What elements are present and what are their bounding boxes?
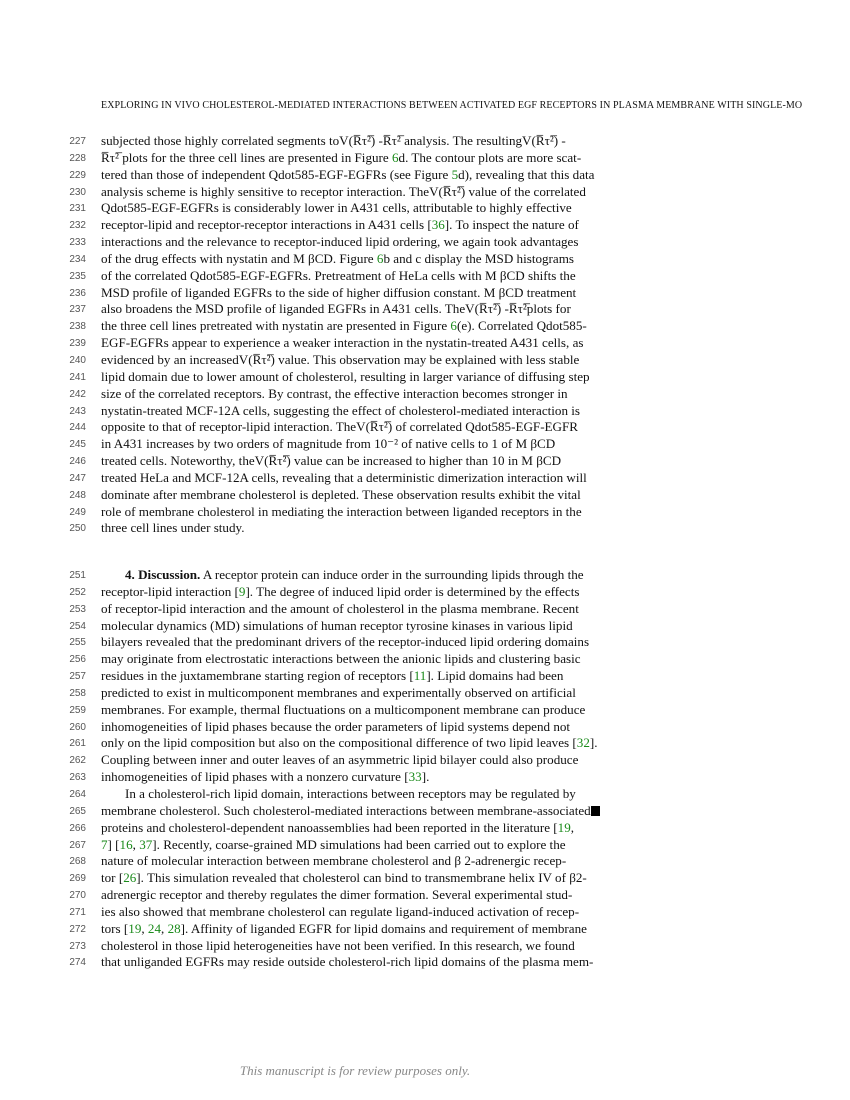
- text-line: [0, 601, 850, 618]
- line-number: 261: [69, 738, 86, 750]
- line-text: [101, 487, 613, 503]
- line-text: [101, 870, 613, 886]
- text-line: [0, 820, 850, 837]
- text-line: [0, 487, 850, 504]
- line-text: [101, 634, 613, 650]
- line-content: subjected those highly correlated segments toV(R̅τ²̅) -R̅τ²̅ analysis. The resultingV(R̅τ²̅) -: [101, 133, 566, 148]
- section-heading: 4. Discussion.: [125, 567, 201, 582]
- text-line: [0, 251, 850, 268]
- line-content: nature of molecular interaction between membrane cholesterol and β 2-adrenergic recep-: [101, 853, 567, 869]
- line-content: inhomogeneities of lipid phases with a nonzero curvature [33].: [101, 769, 430, 785]
- line-content: only on the lipid composition but also on the compositional difference of two lipid leaves [32].: [101, 735, 598, 751]
- line-text: [101, 584, 613, 600]
- line-text: [101, 954, 613, 970]
- line-text: [101, 904, 613, 920]
- results-paragraph: [0, 133, 850, 537]
- line-number: 232: [69, 220, 86, 232]
- line-text: [101, 386, 613, 402]
- text-line: [0, 634, 850, 651]
- line-content: In a cholesterol-rich lipid domain, interactions between receptors may be regulated by: [125, 785, 576, 801]
- line-content: of the correlated Qdot585-EGF-EGFRs. Pretreatment of HeLa cells with M βCD shifts the: [101, 267, 576, 283]
- line-number: 227: [69, 136, 86, 147]
- text-line: [0, 786, 850, 803]
- line-content: size of the correlated receptors. By contrast, the effective interaction becomes stronger in: [101, 385, 568, 401]
- line-content: may originate from electrostatic interactions between the anionic lipids and clustering basic: [101, 651, 581, 667]
- line-number: 260: [69, 721, 86, 733]
- line-number: 255: [69, 637, 86, 649]
- line-text: [101, 887, 613, 903]
- text-line: [0, 352, 850, 369]
- line-number: 230: [69, 186, 86, 198]
- line-number: 258: [69, 687, 86, 699]
- overflow-marker: [591, 806, 600, 816]
- text-line: [0, 403, 850, 420]
- line-number: 238: [69, 321, 86, 333]
- line-content: EGF-EGFRs appear to experience a weaker interaction in the nystatin-treated A431 cells, as: [101, 335, 584, 351]
- text-line: [0, 200, 850, 217]
- line-content: R̅τ²̅ plots for the three cell lines are presented in Figure 6d. The contour plots are more scat-: [101, 149, 582, 165]
- line-text: [101, 234, 613, 250]
- line-content: the three cell lines pretreated with nystatin are presented in Figure 6(e). Correlated Qdot585-: [101, 318, 587, 334]
- text-line: [0, 769, 850, 786]
- text-line: [0, 184, 850, 201]
- line-text: [101, 470, 613, 486]
- line-text: [101, 786, 613, 802]
- line-content: membranes. For example, thermal fluctuations on a multicomponent membrane can produce: [101, 701, 586, 717]
- line-number: 244: [69, 422, 86, 434]
- line-content: predicted to exist in multicomponent membranes and experimentally observed on artificial: [101, 684, 576, 700]
- line-text: [101, 200, 613, 216]
- heading-line-text: A receptor protein can induce order in the surrounding lipids through the: [200, 567, 584, 582]
- line-content: of the drug effects with nystatin and M βCD. Figure 6b and c display the MSD histograms: [101, 250, 575, 266]
- text-line: [0, 584, 850, 601]
- line-content: treated cells. Noteworthy, theV(R̅τ²̅) value can be increased to higher than 10 in M βCD: [101, 453, 562, 469]
- line-text: [101, 436, 613, 452]
- line-number: 231: [69, 203, 86, 215]
- line-content: membrane cholesterol. Such cholesterol-mediated interactions between membrane-associated: [101, 802, 591, 818]
- line-number: 236: [69, 287, 86, 299]
- line-text: [101, 685, 613, 701]
- line-content: molecular dynamics (MD) simulations of human receptor tyrosine kinases in various lipid: [101, 617, 573, 633]
- line-text: [101, 318, 613, 334]
- line-number: 267: [69, 839, 86, 851]
- text-line: [0, 870, 850, 887]
- text-line: [0, 752, 850, 769]
- line-number: 243: [69, 405, 86, 417]
- line-text: [101, 702, 613, 718]
- line-text: [101, 668, 613, 684]
- line-content: three cell lines under study.: [101, 520, 245, 536]
- line-text: [101, 184, 613, 200]
- line-text: [101, 567, 613, 583]
- line-number: 264: [69, 788, 86, 800]
- text-line: [0, 167, 850, 184]
- line-text: [101, 752, 613, 768]
- line-content: evidenced by an increasedV(R̅τ²̅) value. This observation may be explained with less stable: [101, 351, 580, 367]
- text-line: [0, 301, 850, 318]
- text-line: [0, 837, 850, 854]
- line-text: [101, 769, 613, 785]
- line-text: [101, 803, 613, 819]
- line-text: [101, 285, 613, 301]
- line-text: [101, 520, 613, 536]
- line-number: 263: [69, 772, 86, 784]
- line-number: 256: [69, 654, 86, 666]
- line-number: 228: [69, 152, 86, 164]
- line-text: [101, 403, 613, 419]
- text-line: [0, 735, 850, 752]
- line-number: 246: [69, 456, 86, 468]
- line-text: [101, 921, 613, 937]
- line-number: 229: [69, 169, 86, 181]
- text-line: [0, 887, 850, 904]
- line-number: 235: [69, 270, 86, 282]
- line-number: 239: [69, 338, 86, 350]
- line-content: tors [19, 24, 28]. Affinity of liganded EGFR for lipid domains and requirement of membrane: [101, 920, 587, 936]
- line-text: [101, 837, 613, 853]
- text-line: [0, 567, 850, 584]
- line-text: [101, 820, 613, 836]
- text-line: [0, 369, 850, 386]
- line-number: 233: [69, 237, 86, 249]
- line-number: 240: [69, 354, 86, 366]
- review-notice: This manuscript is for review purposes only.: [239, 1063, 471, 1078]
- line-number: 270: [69, 890, 86, 902]
- line-number: 262: [69, 755, 86, 767]
- text-line: [0, 386, 850, 403]
- text-line: [0, 921, 850, 938]
- line-number: 266: [69, 822, 86, 834]
- text-line: [0, 685, 850, 702]
- discussion-section: [0, 567, 850, 971]
- line-content: opposite to that of receptor-lipid interaction. TheV(R̅τ²̅) of correlated Qdot585-EGF-EGFR: [101, 419, 579, 435]
- line-number: 265: [69, 805, 86, 817]
- line-text: [101, 853, 613, 869]
- text-line: [0, 504, 850, 521]
- text-line: [0, 335, 850, 352]
- line-content: interactions and the relevance to receptor-induced lipid ordering, we again took advantages: [101, 234, 579, 250]
- text-line: [0, 668, 850, 685]
- line-text: [101, 651, 613, 667]
- line-number: 257: [69, 671, 86, 683]
- line-number: 250: [69, 523, 86, 535]
- line-content: bilayers revealed that the predominant drivers of the receptor-induced lipid ordering domains: [101, 634, 590, 650]
- line-number: 251: [69, 570, 86, 581]
- line-content: receptor-lipid interaction [9]. The degree of induced lipid order is determined by the effects: [101, 583, 580, 599]
- line-number: 269: [69, 873, 86, 885]
- line-number: 274: [69, 957, 86, 969]
- text-line: [0, 954, 850, 971]
- text-line: [0, 651, 850, 668]
- line-content: dominate after membrane cholesterol is depleted. These observation results exhibit the vital: [101, 486, 581, 502]
- text-line: [0, 285, 850, 302]
- line-text: [101, 419, 613, 435]
- text-line: [0, 217, 850, 234]
- line-number: 237: [69, 304, 86, 316]
- text-line: [0, 702, 850, 719]
- text-line: [0, 904, 850, 921]
- line-number: 252: [69, 586, 86, 598]
- line-text: [101, 133, 613, 149]
- line-number: 273: [69, 940, 86, 952]
- text-line: [0, 938, 850, 955]
- text-line: [0, 318, 850, 335]
- line-number: 254: [69, 620, 86, 632]
- line-content: cholesterol in those lipid heterogeneities have not been verified. In this research, we found: [101, 937, 575, 953]
- line-content: proteins and cholesterol-dependent nanoassemblies had been reported in the literature [19,: [101, 819, 575, 835]
- text-line: [0, 520, 850, 537]
- text-line: [0, 453, 850, 470]
- text-line: [0, 470, 850, 487]
- line-content: inhomogeneities of lipid phases because the order parameters of lipid systems depend not: [101, 718, 571, 734]
- line-content: MSD profile of liganded EGFRs to the side of higher diffusion constant. M βCD treatment: [101, 284, 577, 300]
- text-line: [0, 719, 850, 736]
- text-line: [0, 133, 850, 150]
- running-header: EXPLORING IN VIVO CHOLESTEROL-MEDIATED INTERACTIONS BETWEEN ACTIVATED EGF RECEPTORS IN PLASMA MEMBRANE WITH SINGLE-MO: [101, 100, 803, 111]
- text-line: [0, 853, 850, 870]
- line-content: adrenergic receptor and thereby regulates the dimer formation. Several experimental stud-: [101, 887, 573, 903]
- line-content: lipid domain due to lower amount of cholesterol, resulting in larger variance of diffusing step: [101, 368, 590, 384]
- text-line: [0, 268, 850, 285]
- line-number: 247: [69, 472, 86, 484]
- line-number: 242: [69, 388, 86, 400]
- line-content: nystatin-treated MCF-12A cells, suggesting the effect of cholesterol-mediated interaction is: [101, 402, 581, 418]
- line-text: [101, 352, 613, 368]
- text-line: [0, 436, 850, 453]
- line-text: [101, 369, 613, 385]
- line-content: treated HeLa and MCF-12A cells, revealing that a deterministic dimerization interaction will: [101, 469, 587, 485]
- line-text: [101, 217, 613, 233]
- line-number: 248: [69, 489, 86, 501]
- line-content: Qdot585-EGF-EGFRs is considerably lower in A431 cells, attributable to highly effective: [101, 200, 572, 216]
- line-content: receptor-lipid and receptor-receptor interactions in A431 cells [36]. To inspect the nature of: [101, 217, 579, 233]
- text-line: [0, 618, 850, 635]
- line-number: 249: [69, 506, 86, 518]
- text-line: [0, 150, 850, 167]
- line-content: of receptor-lipid interaction and the amount of cholesterol in the plasma membrane. Recent: [101, 600, 579, 616]
- text-line: [0, 234, 850, 251]
- line-content: in A431 increases by two orders of magnitude from 10⁻² of native cells to 1 of M βCD: [101, 436, 556, 452]
- line-content: role of membrane cholesterol in mediating the interaction between liganded receptors in the: [101, 503, 582, 519]
- line-text: [101, 504, 613, 520]
- line-content: residues in the juxtamembrane starting region of receptors [11]. Lipid domains had been: [101, 668, 564, 684]
- line-number: 245: [69, 439, 86, 451]
- line-content: that unliganded EGFRs may reside outside cholesterol-rich lipid domains of the plasma mem-: [101, 954, 594, 970]
- line-text: [101, 335, 613, 351]
- line-number: 259: [69, 704, 86, 716]
- line-number: 272: [69, 923, 86, 935]
- line-content: analysis scheme is highly sensitive to receptor interaction. TheV(R̅τ²̅) value of the correlated: [101, 183, 586, 199]
- line-content: Coupling between inner and outer leaves of an asymmetric lipid bilayer could also produce: [101, 752, 579, 768]
- line-number: 234: [69, 253, 86, 265]
- line-content: ies also showed that membrane cholesterol can regulate ligand-induced activation of recep-: [101, 903, 580, 919]
- line-text: [101, 251, 613, 267]
- line-number: 271: [69, 906, 86, 918]
- line-content: tor [26]. This simulation revealed that cholesterol can bind to transmembrane helix IV of β2-: [101, 870, 587, 886]
- line-text: [101, 735, 613, 751]
- line-text: [101, 601, 613, 617]
- line-text: [101, 453, 613, 469]
- line-text: [101, 618, 613, 634]
- line-text: [101, 301, 613, 317]
- line-text: [101, 150, 613, 166]
- line-content: 7] [16, 37]. Recently, coarse-grained MD simulations had been carried out to explore the: [101, 836, 566, 852]
- line-number: 268: [69, 856, 86, 868]
- text-line: [0, 419, 850, 436]
- line-text: [101, 167, 613, 183]
- line-text: [101, 268, 613, 284]
- line-content: also broadens the MSD profile of liganded EGFRs in A431 cells. TheV(R̅τ²̅) -R̅τ²̅plots for: [101, 301, 571, 317]
- line-number: 241: [69, 371, 86, 383]
- line-text: [101, 938, 613, 954]
- text-line: [0, 803, 850, 820]
- line-number: 253: [69, 603, 86, 615]
- line-content: tered than those of independent Qdot585-EGF-EGFRs (see Figure 5d), revealing that this data: [101, 166, 595, 182]
- line-text: [101, 719, 613, 735]
